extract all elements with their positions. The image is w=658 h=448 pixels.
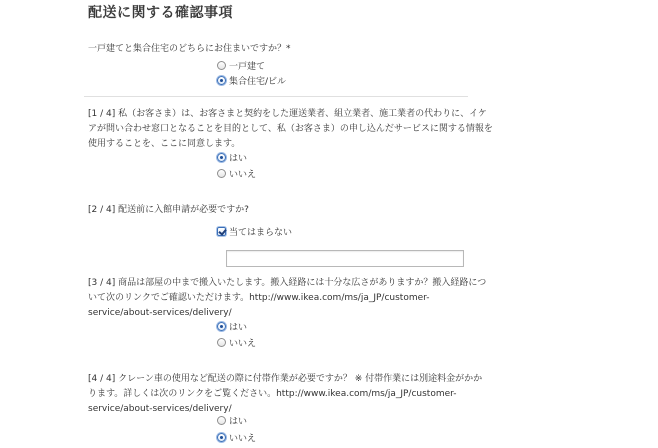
checkbox-checked[interactable]: [217, 227, 226, 236]
radio-button-selected[interactable]: [217, 433, 226, 442]
radio-button[interactable]: [217, 338, 226, 347]
radio-option-label: 一戸建て: [229, 62, 266, 72]
radio-option-no[interactable]: [217, 167, 256, 180]
checkbox-not-applicable[interactable]: [217, 225, 292, 238]
radio-button-selected[interactable]: [217, 322, 226, 331]
radio-option-label: いいえ: [229, 339, 257, 349]
radio-option-yes[interactable]: [217, 151, 247, 164]
radio-button[interactable]: [217, 61, 226, 70]
question-consent: [1 / 4] 私（お客さま）は、お客さまと契約をした運送業者、組立業者、施工業者の代わりに、イケ アが問い合わせ窓口となることを目的として、私（お客さま）の申し込んだサービスに関する情報を 使用することを、ここに同意します。: [88, 109, 493, 149]
radio-option-label: いいえ: [229, 170, 257, 180]
radio-option-apartment[interactable]: [217, 74, 286, 87]
building-entry-text-input[interactable]: [226, 250, 464, 267]
radio-option-yes[interactable]: [217, 320, 247, 333]
radio-button[interactable]: [217, 169, 226, 178]
question-building-entry: [2 / 4] 配送前に入館申請が必要ですか?: [88, 205, 249, 215]
radio-button-selected[interactable]: [217, 76, 226, 85]
radio-option-label: いいえ: [229, 434, 257, 444]
radio-option-no[interactable]: [217, 431, 256, 444]
checkbox-label: 当てはまらない: [229, 228, 293, 238]
radio-option-yes[interactable]: [217, 414, 247, 427]
radio-option-label: はい: [229, 417, 248, 427]
radio-option-label: はい: [229, 323, 248, 333]
radio-option-detached-house[interactable]: [217, 59, 265, 72]
question-carry-in-route: [3 / 4] 商品は部屋の中まで搬入いたします。搬入経路には十分な広さがありますか？搬入経路につ いて次のリンクでご確認いただけます。http://www.ikea.com/ms/ja_JP/customer- service/about-services/delivery/: [88, 278, 487, 318]
radio-option-label: はい: [229, 154, 248, 164]
section-divider: [84, 96, 468, 97]
radio-option-no[interactable]: [217, 336, 256, 349]
question-additional-work: [4 / 4] クレーン車の使用など配送の際に付帯作業が必要ですか？ ※ 付帯作業には別途料金がかか ります。詳しくは次のリンクをご覧ください。http://www.ikea.com/ms/ja_JP/customer- service/about-services/delivery/: [88, 374, 483, 414]
page-title: 配送に関する確認事項: [88, 5, 233, 21]
radio-button-selected[interactable]: [217, 153, 226, 162]
radio-option-label: 集合住宅/ビル: [229, 77, 287, 87]
question-dwelling-type: 一戸建てと集合住宅のどちらにお住まいですか？*: [88, 44, 291, 54]
radio-button[interactable]: [217, 416, 226, 425]
